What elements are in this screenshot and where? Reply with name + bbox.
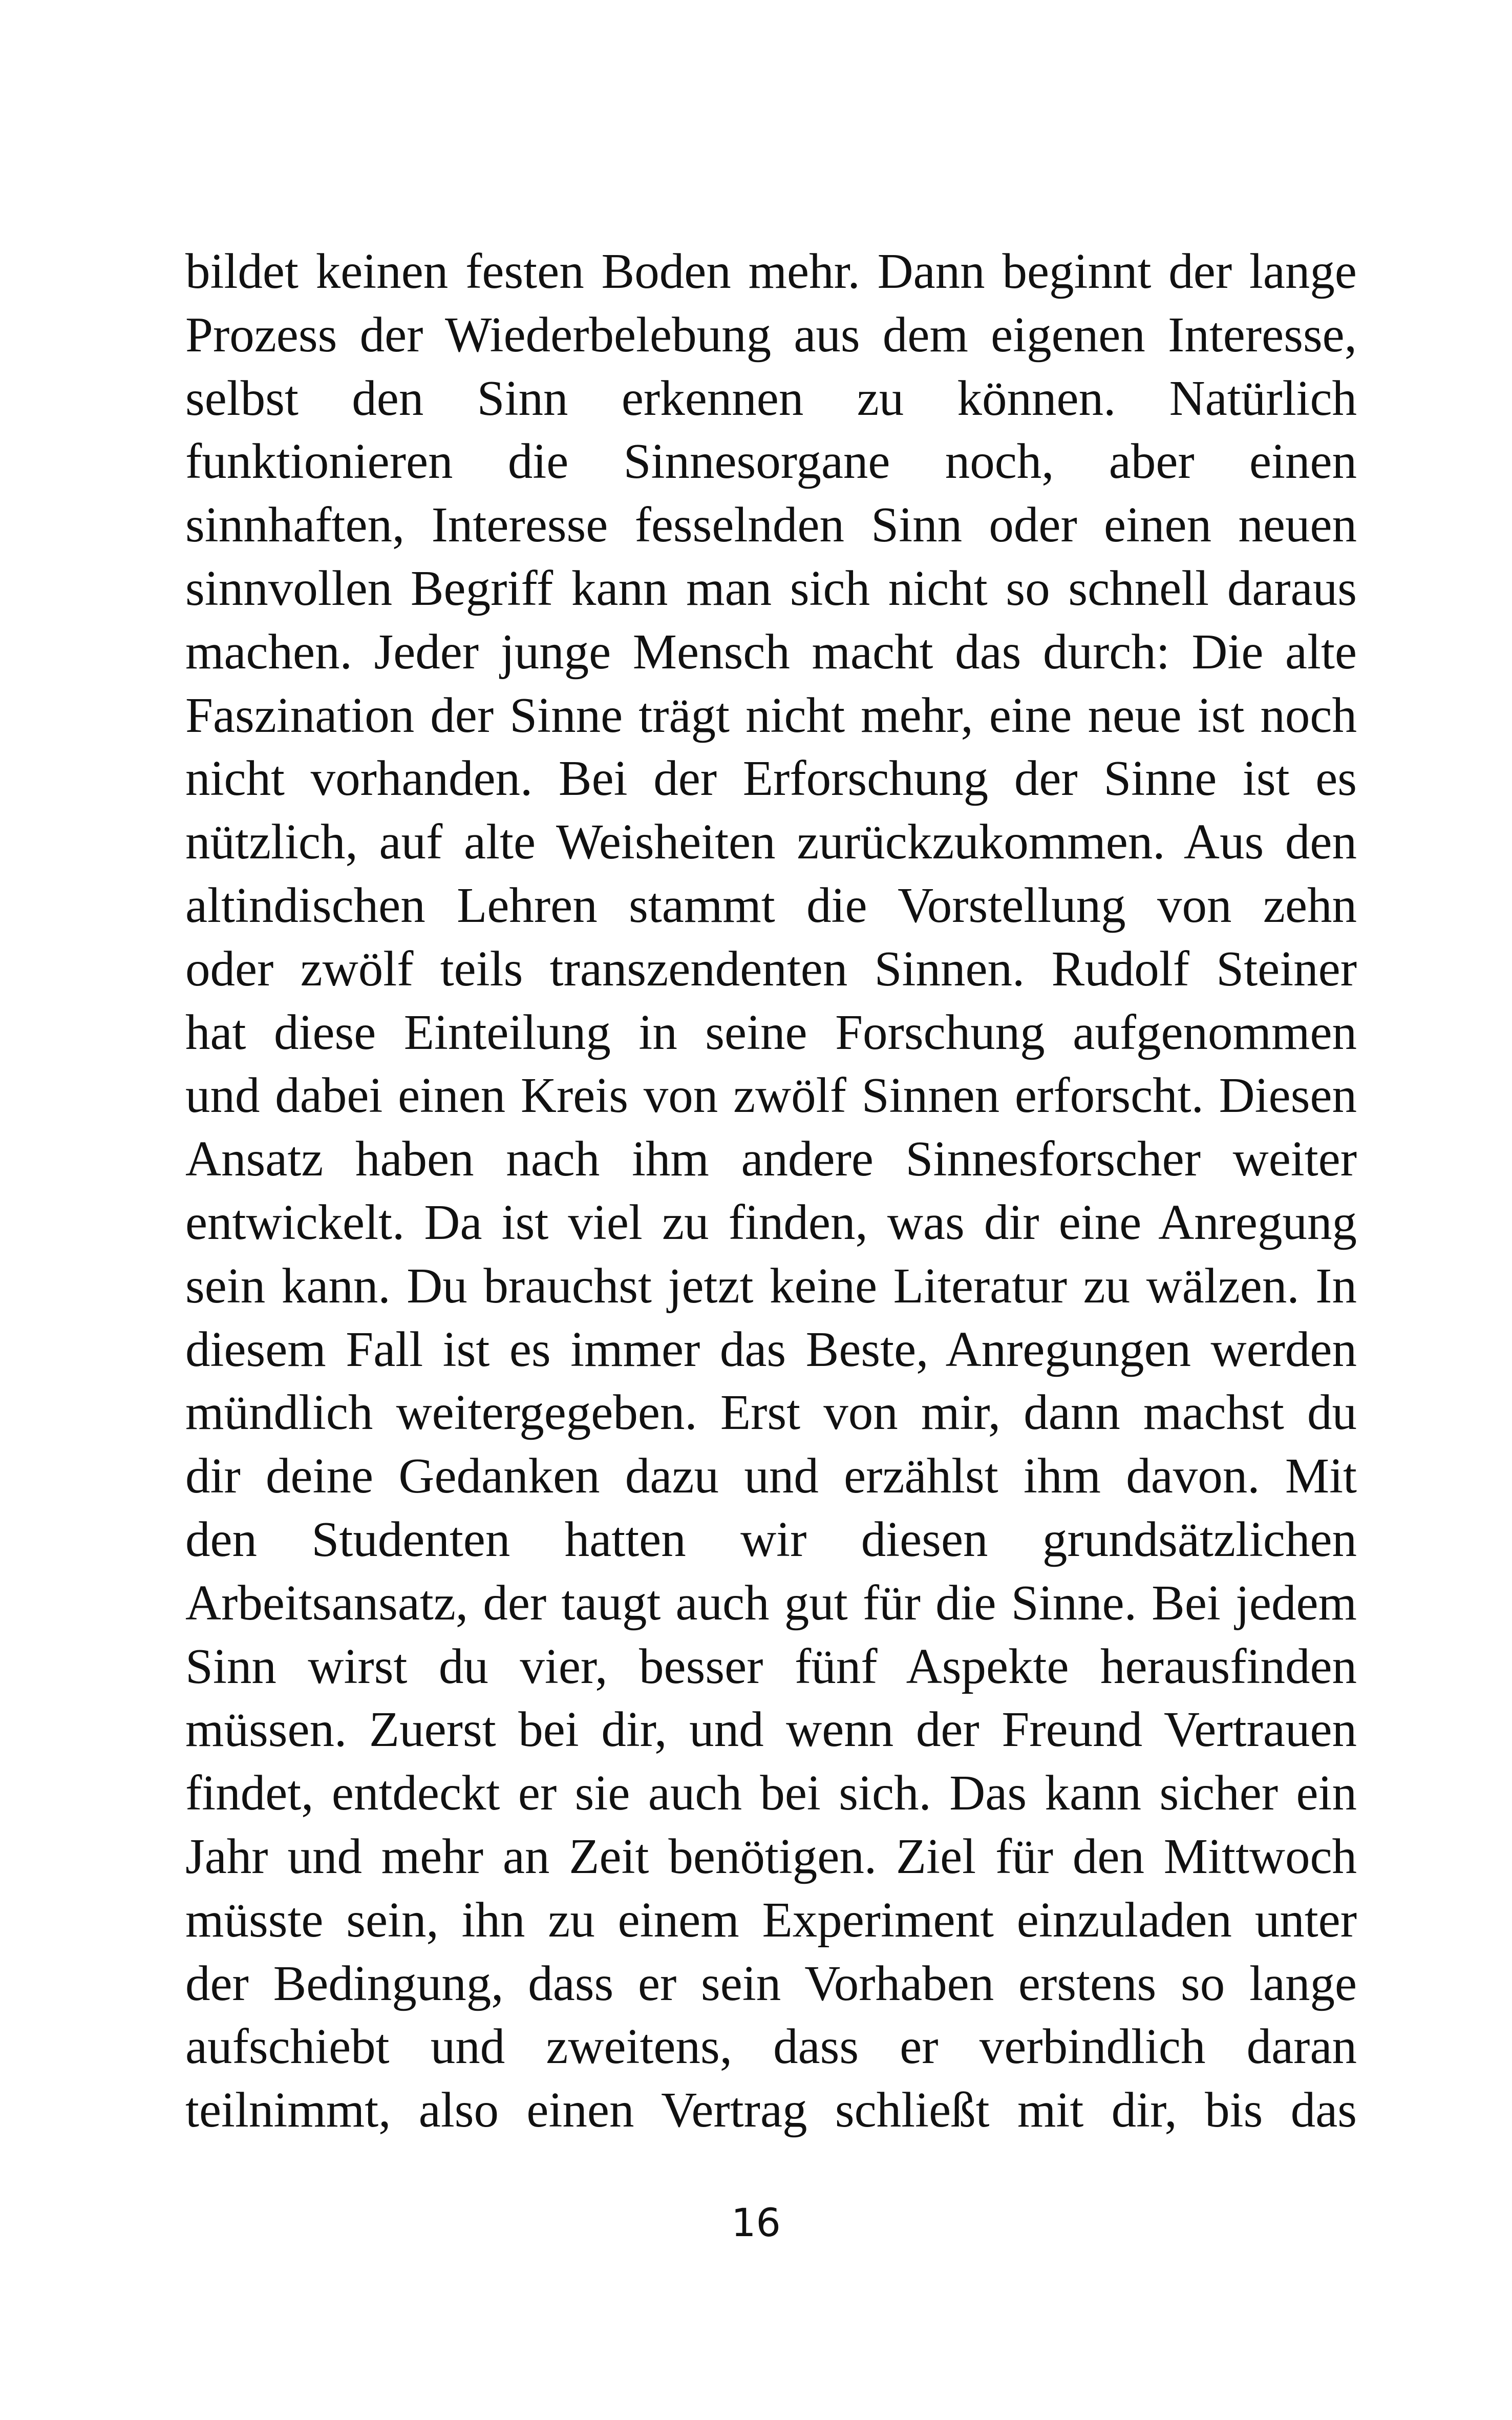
text-line: oder zwölf teils transzendenten Sinnen. Rudolf Steiner xyxy=(185,941,1357,996)
text-line: der Bedingung, dass er sein Vorhaben erstens so lange xyxy=(185,1955,1357,2011)
text-line: Sinn wirst du vier, besser fünf Aspekte herausfinden xyxy=(185,1638,1357,1694)
text-line: bildet keinen festen Boden mehr. Dann beginnt der lange xyxy=(185,244,1357,299)
text-line: nützlich, auf alte Weisheiten zurückzukommen. Aus den xyxy=(185,814,1357,870)
text-line: mündlich weitergegeben. Erst von mir, dann machst du xyxy=(185,1385,1357,1440)
text-line: müsste sein, ihn zu einem Experiment einzuladen unter xyxy=(185,1892,1357,1947)
text-line: den Studenten hatten wir diesen grundsätzlichen xyxy=(185,1511,1357,1567)
text-line: altindischen Lehren stammt die Vorstellung von zehn xyxy=(185,877,1357,933)
text-line: funktionieren die Sinnesorgane noch, aber einen xyxy=(185,434,1357,489)
text-line: nicht vorhanden. Bei der Erforschung der Sinne ist es xyxy=(185,751,1357,806)
text-line: hat diese Einteilung in seine Forschung aufgenommen xyxy=(185,1004,1357,1060)
text-line: Arbeitsansatz, der taugt auch gut für die Sinne. Bei jedem xyxy=(185,1575,1357,1630)
text-line: aufschiebt und zweitens, dass er verbindlich daran xyxy=(185,2019,1357,2074)
text-line: und dabei einen Kreis von zwölf Sinnen erforscht. Diesen xyxy=(185,1068,1357,1123)
text-line: sein kann. Du brauchst jetzt keine Literatur zu wälzen. In xyxy=(185,1258,1357,1313)
text-line: findet, entdeckt er sie auch bei sich. Das kann sicher ein xyxy=(185,1765,1357,1821)
text-line: entwickelt. Da ist viel zu finden, was dir eine Anregung xyxy=(185,1194,1357,1250)
text-line: Prozess der Wiederbelebung aus dem eigenen Interesse, xyxy=(185,307,1357,362)
text-line: selbst den Sinn erkennen zu können. Natürlich xyxy=(185,370,1357,426)
text-line: Jahr und mehr an Zeit benötigen. Ziel für den Mittwoch xyxy=(185,1828,1357,1884)
text-line: teilnimmt, also einen Vertrag schließt mit dir, bis das xyxy=(185,2082,1357,2138)
page-number: 16 xyxy=(731,2200,781,2245)
text-line: sinnvollen Begriff kann man sich nicht so schnell daraus xyxy=(185,560,1357,616)
text-line: sinnhaften, Interesse fesselnden Sinn oder einen neuen xyxy=(185,497,1357,553)
text-line: Ansatz haben nach ihm andere Sinnesforscher weiter xyxy=(185,1131,1357,1187)
text-line: müssen. Zuerst bei dir, und wenn der Freund Vertrauen xyxy=(185,1702,1357,1757)
text-line: machen. Jeder junge Mensch macht das durch: Die alte xyxy=(185,624,1357,679)
text-line: diesem Fall ist es immer das Beste, Anregungen werden xyxy=(185,1321,1357,1377)
text-line: dir deine Gedanken dazu und erzählst ihm davon. Mit xyxy=(185,1448,1357,1504)
text-line: Faszination der Sinne trägt nicht mehr, eine neue ist noch xyxy=(185,687,1357,743)
body-text xyxy=(185,240,1357,2142)
